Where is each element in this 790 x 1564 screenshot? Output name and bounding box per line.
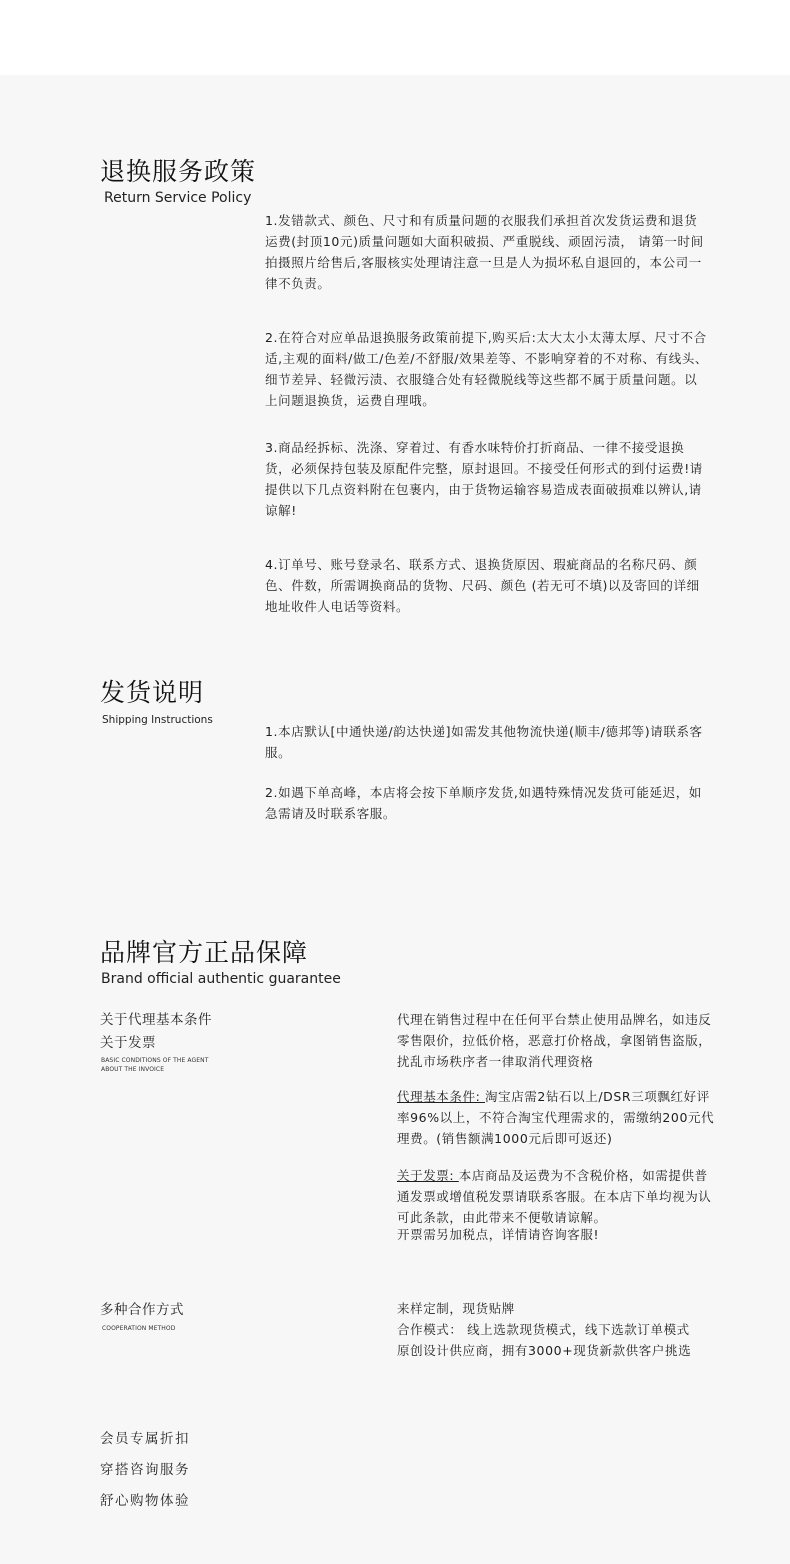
agent-conditions-block bbox=[397, 1086, 720, 1149]
return-policy-item-4: 4.订单号、账号登录名、联系方式、退换货原因、瑕疵商品的名称尺码、颜色、件数，所需调换商品的货物、尺码、颜色 (若无可不填)以及寄回的详细地址收件人电话等资料。 bbox=[265, 557, 700, 614]
return-policy-subtitle: Return Service Policy bbox=[104, 190, 252, 206]
brand-subtitle: Brand official authentic guarantee bbox=[101, 971, 341, 987]
benefit-styling-consult: 穿搭咨询服务 bbox=[100, 1462, 190, 1478]
agent-conditions-en: BASIC CONDITIONS OF THE AGENT bbox=[101, 1057, 209, 1064]
cooperation-line-2: 合作模式： 线上选款现货模式，线下选款订单模式 bbox=[397, 1322, 690, 1337]
cooperation-en: COOPERATION METHOD bbox=[102, 1325, 176, 1332]
cooperation-line-1: 来样定制，现货贴牌 bbox=[397, 1301, 515, 1316]
cooperation-line-3: 原创设计供应商，拥有3000+现货新款供客户挑选 bbox=[397, 1343, 692, 1358]
shipping-item-2: 2.如遇下单高峰，本店将会按下单顺序发货,如遇特殊情况发货可能延迟，如急需请及时联系客服。 bbox=[265, 785, 702, 821]
invoice-note: 开票需另加税点，详情请咨询客服! bbox=[397, 1227, 600, 1242]
shipping-title: 发货说明 bbox=[100, 678, 205, 707]
shipping-subtitle: Shipping Instructions bbox=[102, 714, 213, 726]
return-policy-item-1: 1.发错款式、颜色、尺寸和有质量问题的衣服我们承担首次发货运费和退货运费(封顶10元)质量问题如大面积破损、严重脱线、顽固污渍， 请第一时间拍摄照片给售后,客服核实处理请注意一旦是人为损坏私自退回的，本公司一律不负责。 bbox=[265, 213, 704, 291]
agent-conditions-heading: 代理基本条件: bbox=[397, 1089, 485, 1104]
agent-policy-text: 代理在销售过程中在任何平台禁止使用品牌名，如违反零售限价，拉低价格，恶意打价格战，拿图销售盗版，扰乱市场秩序者一律取消代理资格 bbox=[397, 1012, 712, 1069]
benefit-shopping-experience: 舒心购物体验 bbox=[100, 1493, 190, 1509]
invoice-en: ABOUT THE INVOICE bbox=[101, 1066, 165, 1073]
shipping-item-1: 1.本店默认[中通快递/韵达快递]如需发其他物流快递(顺丰/德邦等)请联系客服。 bbox=[265, 724, 703, 760]
invoice-text: 本店商品及运费为不含税价格，如需提供普通发票或增值税发票请联系客服。在本店下单均视为认可此条款，由此带来不便敬请谅解。 bbox=[397, 1168, 712, 1225]
agent-conditions-text: 淘宝店需2钻石以上/DSR三项飘红好评率96%以上，不符合淘宝代理需求的，需缴纳200元代理费。(销售额满1000元后即可返还) bbox=[397, 1089, 715, 1146]
return-policy-item-2: 2.在符合对应单品退换服务政策前提下,购买后:太大太小太薄太厚、尺寸不合适,主观的面料/做工/色差/不舒服/效果差等、不影响穿着的不对称、有线头、细节差异、轻微污渍、衣服缝合处有轻微脱线等这些都不属于质量问题。以上问题退换货，运费自理哦。 bbox=[265, 330, 709, 408]
invoice-label: 关于发票 bbox=[100, 1035, 156, 1051]
return-policy-item-3: 3.商品经拆标、洗涤、穿着过、有香水味特价打折商品、一律不接受退换货，必须保持包装及原配件完整，原封退回。不接受任何形式的到付运费!请提供以下几点资料附在包裹内，由于货物运输容易造成表面破损难以辨认,请谅解! bbox=[265, 440, 703, 518]
benefit-member-discount: 会员专属折扣 bbox=[100, 1431, 190, 1447]
brand-title: 品牌官方正品保障 bbox=[100, 938, 309, 967]
invoice-block bbox=[397, 1165, 720, 1228]
return-policy-title: 退换服务政策 bbox=[100, 157, 257, 186]
invoice-heading: 关于发票: bbox=[397, 1168, 459, 1183]
cooperation-label: 多种合作方式 bbox=[100, 1302, 184, 1318]
agent-conditions-label: 关于代理基本条件 bbox=[100, 1012, 212, 1028]
